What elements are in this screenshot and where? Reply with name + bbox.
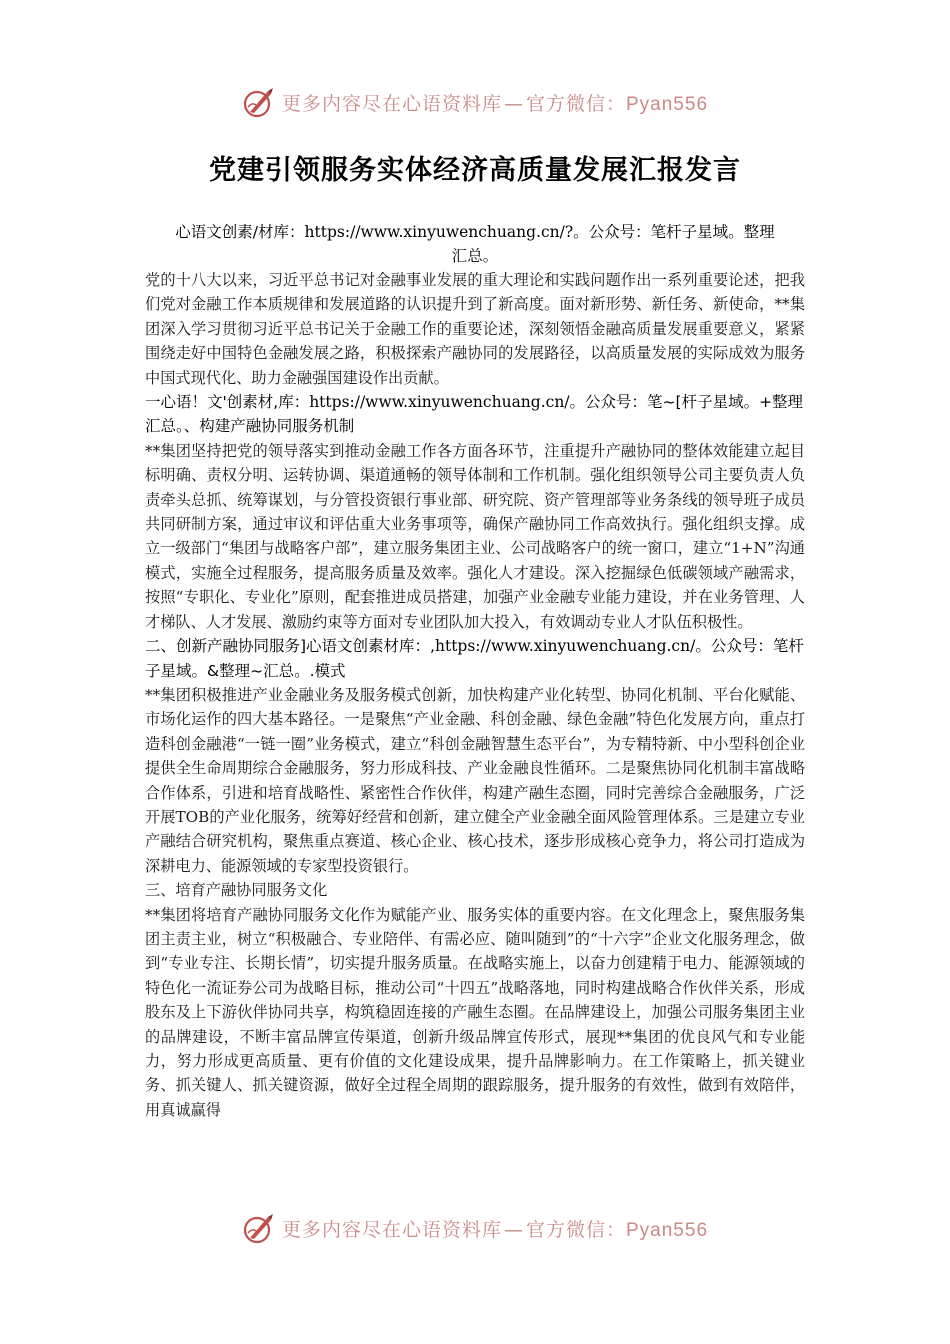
banner-text: 更多内容尽在心语资料库 — 官方微信：Pyan556 xyxy=(281,1218,709,1241)
section-paragraph-2: **集团积极推进产业金融业务及服务模式创新，加快构建产业化转型、协同化机制、平台化赋能、市场化运作的四大基本路径。一是聚焦“产业金融、科创金融、绿色金融”特色化发展方向，重点打造科创金融港“一链一圈”业务模式，建立“科创金融智慧生态平台”，为专精特新、中小型科创企业提供全生命周期综合金融服务，努力形成科技、产业金融良性循环。二是聚焦协同化机制丰富战略合作体系，引进和培育战略性、紧密性合作伙伴，构建产融生态圈，同时完善综合金融服务，广泛开展TOB的产业化服务，统筹好经营和创新，建立健全产业金融全面风险管理体系。三是建立专业产融结合研究机构，聚焦重点赛道、核心企业、核心技术，逐步形成核心竞争力，将公司打造成为深耕电力、能源领域的专家型投资银行。 xyxy=(145,685,805,875)
document-body xyxy=(145,220,805,1122)
section-heading-2: 二、创新产融协同服务]心语文创素材库：,https://www.xinyuwenchuang.cn/。公众号：笔杆子星域。&整理~汇总。.模式 xyxy=(145,637,804,680)
footer-banner xyxy=(0,1208,950,1248)
section-paragraph-3: **集团将培育产融协同服务文化作为赋能产业、服务实体的重要内容。在文化理念上，聚焦服务集团主责主业，树立“积极融合、专业陪伴、有需必应、随叫随到”的“十六字”企业文化服务理念，做到“专业专注、长期长情”，切实提升服务质量。在战略实施上，以奋力创建精于电力、能源领域的特色化一流证券公司为战略目标，推动公司“十四五”战略落地，同时构建战略合作伙伴关系，形成股东及上下游伙伴协同共享，构筑稳固连接的产融生态圈。在品牌建设上，加强公司服务集团主业的品牌建设，不断丰富品牌宣传渠道，创新升级品牌宣传形式，展现**集团的优良风气和专业能力，努力形成更高质量、更有价值的文化建设成果，提升品牌影响力。在工作策略上，抓关键业务、抓关键人、抓关键资源，做好全过程全周期的跟踪服务，提升服务的有效性，做到有效陪伴，用真诚赢得 xyxy=(145,905,805,1119)
section-heading-1: 一心语！文'创素材,库：https://www.xinyuwenchuang.cn/。公众号：笔~[杆子星域。+整理汇总。、构建产融协同服务机制 xyxy=(145,393,804,436)
pen-quill-logo-icon xyxy=(242,1211,276,1245)
pen-quill-logo-icon xyxy=(242,85,276,119)
banner-text: 更多内容尽在心语资料库 — 官方微信：Pyan556 xyxy=(281,92,709,115)
source-url: https://www.xinyuwenchuang.cn/? xyxy=(304,223,574,241)
document-title: 党建引领服务实体经济高质量发展汇报发言 xyxy=(209,155,741,186)
source-line: 心语文创素/材库：https://www.xinyuwenchuang.cn/?。公众号：笔杆子星域。整理 汇总。 xyxy=(175,223,775,265)
section-paragraph-1: **集团坚持把党的领导落实到推动金融工作各方面各环节，注重提升产融协同的整体效能建立起目标明确、责权分明、运转协调、渠道通畅的领导体制和工作机制。强化组织领导公司主要负责人负责牵头总抓、统筹谋划，与分管投资银行事业部、研究院、资产管理部等业务条线的领导班子成员共同研制方案，通过审议和评估重大业务事项等，确保产融协同工作高效执行。强化组织支撑。成立一级部门“集团与战略客户部”，建立服务集团主业、公司战略客户的统一窗口，建立“1+N”沟通模式，实施全过程服务，提高服务质量及效率。强化人才建设。深入挖掘绿色低碳领域产融需求，按照“专职化、专业化”原则，配套推进成员搭建，加强产业金融专业能力建设，并在业务管理、人才梯队、人才发展、激励约束等方面对专业团队加大投入，有效调动专业人才队伍积极性。 xyxy=(145,441,805,631)
intro-paragraph: 党的十八大以来，习近平总书记对金融事业发展的重大理论和实践问题作出一系列重要论述，把我们党对金融工作本质规律和发展道路的认识提升到了新高度。面对新形势、新任务、新使命，**集团深入学习贯彻习近平总书记关于金融工作的重要论述，深刻领悟金融高质量发展重要意义，紧紧围绕走好中国特色金融发展之路，积极探索产融协同的发展路径，以高质量发展的实际成效为服务中国式现代化、助力金融强国建设作出贡献。 xyxy=(145,271,805,387)
header-banner xyxy=(0,82,950,122)
section-heading-3: 三、培育产融协同服务文化 xyxy=(145,881,328,900)
